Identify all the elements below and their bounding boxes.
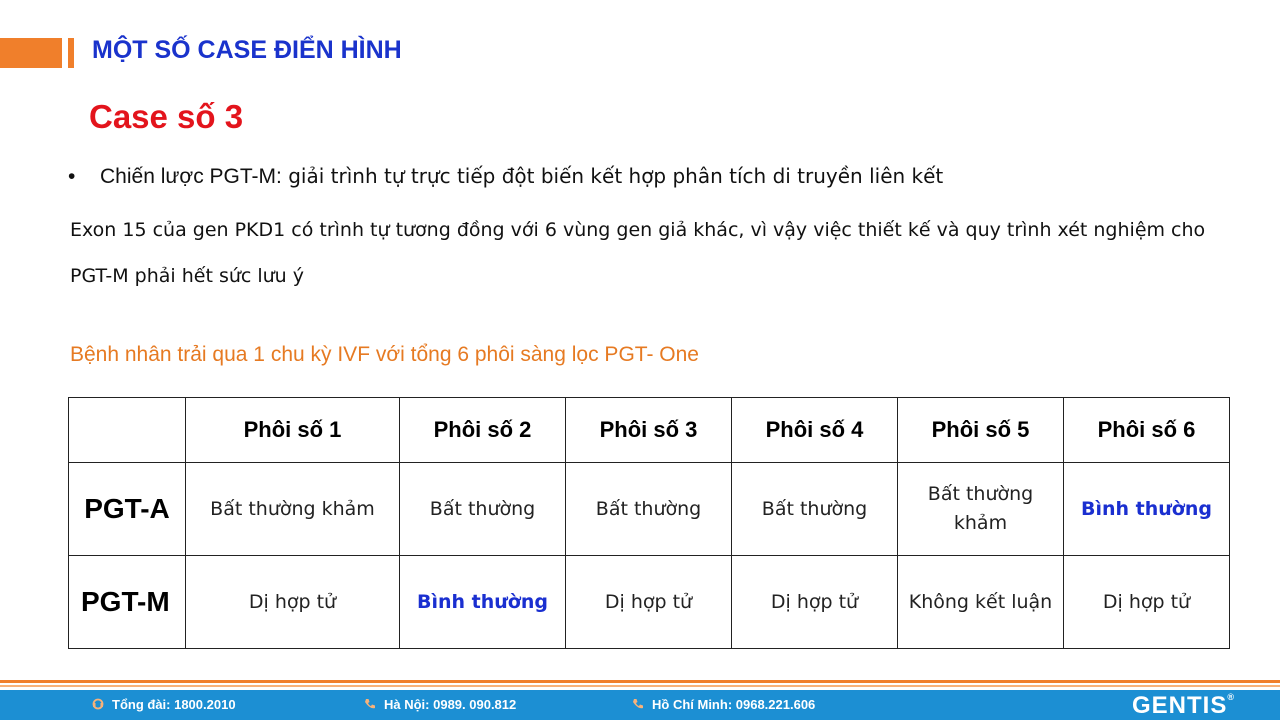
row-label-pgt-a: PGT-A: [69, 463, 186, 556]
table-cell: Dị hợp tử: [1064, 556, 1230, 649]
gentis-logo: GENTIS®: [1132, 692, 1235, 719]
header-accent-bar: [0, 38, 62, 68]
registered-mark: ®: [1227, 692, 1235, 702]
header-cell-embryo-5: Phôi số 5: [898, 398, 1064, 463]
table-cell: Bất thường: [400, 463, 566, 556]
table-cell: Bất thường: [566, 463, 732, 556]
slide-title: MỘT SỐ CASE ĐIỂN HÌNH: [92, 36, 402, 64]
embryo-results-table: [68, 397, 1230, 649]
footer-bar: [0, 690, 1280, 720]
header-divider: [68, 38, 74, 68]
header-cell-empty: [69, 398, 186, 463]
table-cell-highlight: Bình thường: [1064, 463, 1230, 556]
strategy-text: giải trình tự trực tiếp đột biến kết hợp phân tích di truyền liên kết: [281, 164, 944, 188]
bullet-dot: •: [68, 165, 76, 188]
table-cell: Không kết luận: [898, 556, 1064, 649]
footer-hotline: Tổng đài: 1800.2010: [92, 697, 236, 712]
table-cell: Bất thường khảm: [898, 463, 1064, 556]
header-cell-embryo-4: Phôi số 4: [732, 398, 898, 463]
ivf-summary: Bệnh nhân trải qua 1 chu kỳ IVF với tổng 6 phôi sàng lọc PGT- One: [70, 343, 699, 366]
table-cell: Dị hợp tử: [186, 556, 400, 649]
headset-icon: [92, 698, 104, 710]
footer-accent-line-thin: [0, 685, 1280, 687]
header-cell-embryo-6: Phôi số 6: [1064, 398, 1230, 463]
case-title: Case số 3: [89, 98, 244, 135]
phone-icon: [364, 698, 376, 710]
footer-hanoi: Hà Nội: 0989. 090.812: [364, 697, 516, 712]
table-cell: Bất thường khảm: [186, 463, 400, 556]
header-cell-embryo-1: Phôi số 1: [186, 398, 400, 463]
table-row-pgt-a: [69, 463, 1230, 556]
table-cell: Bất thường: [732, 463, 898, 556]
exon-paragraph: Exon 15 của gen PKD1 có trình tự tương đồng với 6 vùng gen giả khác, vì vậy việc thiết kế và quy trình xét nghiệm cho PGT-M phải hết sức lưu ý: [70, 219, 1206, 287]
row-label-pgt-m: PGT-M: [69, 556, 186, 649]
table-header-row: [69, 398, 1230, 463]
strategy-bullet: [68, 164, 943, 189]
header-cell-embryo-2: Phôi số 2: [400, 398, 566, 463]
strategy-label: Chiến lược PGT-M:: [100, 165, 282, 188]
footer-accent-line: [0, 680, 1280, 683]
table-cell-highlight: Bình thường: [400, 556, 566, 649]
header-cell-embryo-3: Phôi số 3: [566, 398, 732, 463]
footer-hcm: Hồ Chí Minh: 0968.221.606: [632, 697, 815, 712]
table-cell: Dị hợp tử: [732, 556, 898, 649]
phone-icon: [632, 698, 644, 710]
table-row-pgt-m: [69, 556, 1230, 649]
table-cell: Dị hợp tử: [566, 556, 732, 649]
